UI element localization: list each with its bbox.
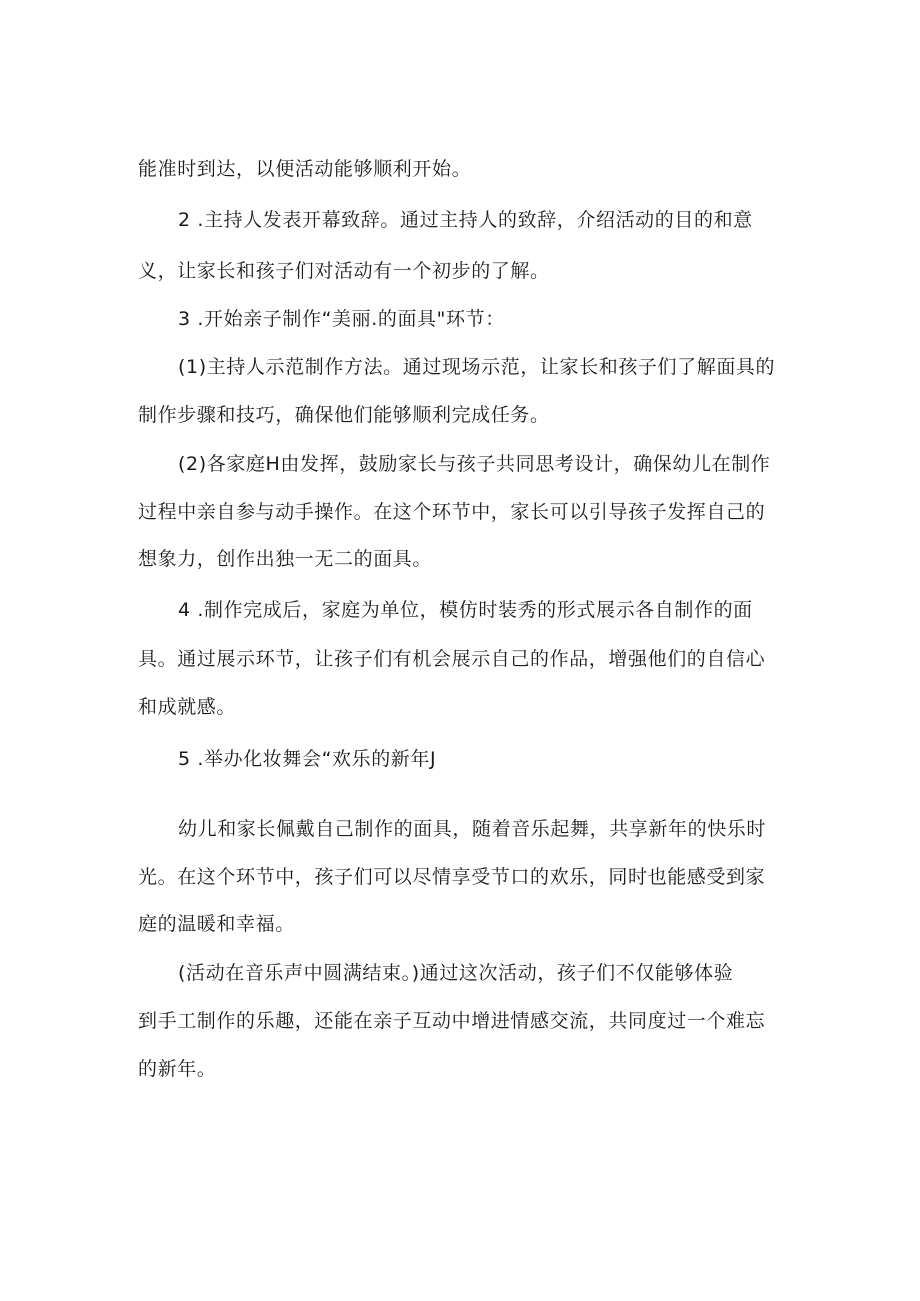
text-line: 制作步骤和技巧，确保他们能够顺利完成任务。 bbox=[138, 404, 550, 426]
text-line: 光。在这个环节中，孩子们可以尽情享受节口的欢乐，同时也能感受到家 bbox=[138, 866, 766, 888]
list-item-2: 2 .主持人发表开幕致辞。通过主持人的致辞，介绍活动的目的和意 bbox=[178, 209, 753, 231]
text-line: 庭的温暖和幸福。 bbox=[138, 913, 295, 935]
text-line: 能准时到达，以便活动能够顺利开始。 bbox=[138, 158, 472, 180]
text-line: 过程中亲自参与动手操作。在这个环节中，家长可以引导孩子发挥自己的 bbox=[138, 501, 766, 523]
sub-item-1: (1)主持人示范制作方法。通过现场示范，让家长和孩子们了解面具的 bbox=[178, 356, 776, 378]
list-item-3: 3 .开始亲子制作“美丽.的面具"环节： bbox=[178, 308, 505, 330]
text-line: 义，让家长和孩子们对活动有一个初步的了解。 bbox=[138, 260, 550, 282]
list-item-4: 4 .制作完成后，家庭为单位，模仿时装秀的形式展示各自制作的面 bbox=[178, 599, 753, 621]
sub-item-2: (2)各家庭H由发挥，鼓励家长与孩子共同思考设计，确保幼儿在制作 bbox=[178, 453, 771, 475]
text-line: 具。通过展示环节，让孩子们有机会展示自己的作品，增强他们的自信心 bbox=[138, 648, 766, 670]
text-line: 想象力，创作出独一无二的面具。 bbox=[138, 548, 433, 570]
text-line: 的新年。 bbox=[138, 1058, 217, 1080]
text-line: 到手工制作的乐趣，还能在亲子互动中增进情感交流，共同度过一个难忘 bbox=[138, 1010, 766, 1032]
paragraph-start: 幼儿和家长佩戴自己制作的面具，随着音乐起舞，共享新年的快乐时 bbox=[178, 818, 767, 840]
text-line: 和成就感。 bbox=[138, 696, 237, 718]
list-item-5: 5 .举办化妆舞会“欢乐的新年J bbox=[178, 748, 437, 770]
paragraph-start: (活动在音乐声中圆满结束。)通过这次活动，孩子们不仅能够体验 bbox=[178, 962, 734, 984]
